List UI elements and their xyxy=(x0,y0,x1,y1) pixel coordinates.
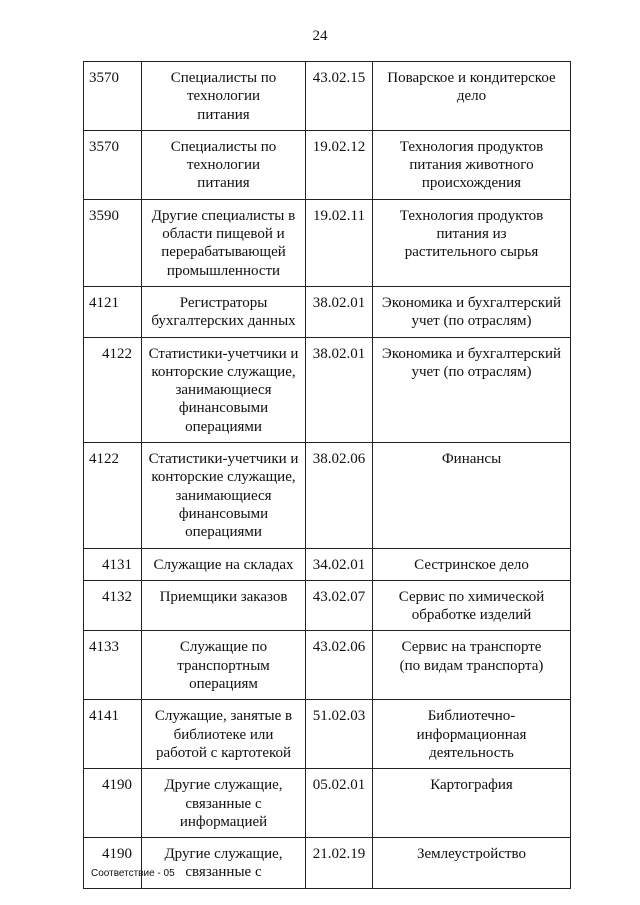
table-row xyxy=(84,548,571,580)
table-row xyxy=(84,130,571,199)
table-row xyxy=(84,337,571,442)
specialty-code-cell: 51.02.03 xyxy=(306,700,373,769)
occupation-code-cell: 4190 xyxy=(84,838,142,889)
table-row xyxy=(84,700,571,769)
occupation-code-cell: 4131 xyxy=(84,548,142,580)
occupation-name-cell: Служащие на складах xyxy=(142,548,306,580)
occupation-code-cell: 4122 xyxy=(84,337,142,442)
specialty-name-cell: Картография xyxy=(373,769,571,838)
specialty-name-cell: Сервис на транспорте (по видам транспорта) xyxy=(373,631,571,700)
specialty-code-cell: 43.02.06 xyxy=(306,631,373,700)
table-row xyxy=(84,62,571,131)
specialty-name-cell: Сестринское дело xyxy=(373,548,571,580)
specialty-name-cell: Библиотечно-информационная деятельность xyxy=(373,700,571,769)
occupation-name-cell: Статистики-учетчики и конторские служащие, занимающиеся финансовыми операциями xyxy=(142,337,306,442)
occupation-name-cell: Другие служащие, связанные с xyxy=(142,838,306,889)
table-row xyxy=(84,580,571,631)
occupation-name-cell: Статистики-учетчики и конторские служащие, занимающиеся финансовыми операциями xyxy=(142,443,306,548)
occupation-code-cell: 4190 xyxy=(84,769,142,838)
occupation-name-cell: Приемщики заказов xyxy=(142,580,306,631)
table-row xyxy=(84,199,571,286)
specialty-name-cell: Экономика и бухгалтерский учет (по отраслям) xyxy=(373,286,571,337)
specialty-code-cell: 19.02.12 xyxy=(306,130,373,199)
specialty-name-cell: Экономика и бухгалтерский учет (по отраслям) xyxy=(373,337,571,442)
table-row xyxy=(84,443,571,548)
page-number: 24 xyxy=(312,28,328,44)
occupation-code-cell: 4122 xyxy=(84,443,142,548)
specialty-code-cell: 38.02.01 xyxy=(306,286,373,337)
table-row xyxy=(84,769,571,838)
specialty-code-cell: 21.02.19 xyxy=(306,838,373,889)
specialty-code-cell: 19.02.11 xyxy=(306,199,373,286)
occupation-code-cell: 4141 xyxy=(84,700,142,769)
occupations-table xyxy=(83,61,571,889)
specialty-name-cell: Технология продуктов питания из растительного сырья xyxy=(373,199,571,286)
specialty-code-cell: 38.02.06 xyxy=(306,443,373,548)
page-footer: Соответствие - 05 xyxy=(91,868,175,879)
specialty-name-cell: Сервис по химической обработке изделий xyxy=(373,580,571,631)
occupation-name-cell: Специалисты по технологии питания xyxy=(142,130,306,199)
occupation-code-cell: 4132 xyxy=(84,580,142,631)
occupation-name-cell: Специалисты по технологии питания xyxy=(142,62,306,131)
specialty-name-cell: Поварское и кондитерское дело xyxy=(373,62,571,131)
specialty-code-cell: 43.02.15 xyxy=(306,62,373,131)
table-row xyxy=(84,286,571,337)
occupation-code-cell: 4133 xyxy=(84,631,142,700)
table-row xyxy=(84,631,571,700)
occupation-code-cell: 3590 xyxy=(84,199,142,286)
occupation-name-cell: Другие специалисты в области пищевой и перерабатывающей промышленности xyxy=(142,199,306,286)
occupation-name-cell: Регистраторы бухгалтерских данных xyxy=(142,286,306,337)
occupation-code-cell: 3570 xyxy=(84,62,142,131)
specialty-name-cell: Технология продуктов питания животного происхождения xyxy=(373,130,571,199)
specialty-code-cell: 43.02.07 xyxy=(306,580,373,631)
table-row xyxy=(84,838,571,889)
occupation-name-cell: Служащие по транспортным операциям xyxy=(142,631,306,700)
occupation-name-cell: Другие служащие, связанные с информацией xyxy=(142,769,306,838)
occupation-code-cell: 4121 xyxy=(84,286,142,337)
specialty-code-cell: 05.02.01 xyxy=(306,769,373,838)
specialty-name-cell: Землеустройство xyxy=(373,838,571,889)
occupation-code-cell: 3570 xyxy=(84,130,142,199)
specialty-code-cell: 34.02.01 xyxy=(306,548,373,580)
specialty-name-cell: Финансы xyxy=(373,443,571,548)
specialty-code-cell: 38.02.01 xyxy=(306,337,373,442)
occupation-name-cell: Служащие, занятые в библиотеке или работой с картотекой xyxy=(142,700,306,769)
